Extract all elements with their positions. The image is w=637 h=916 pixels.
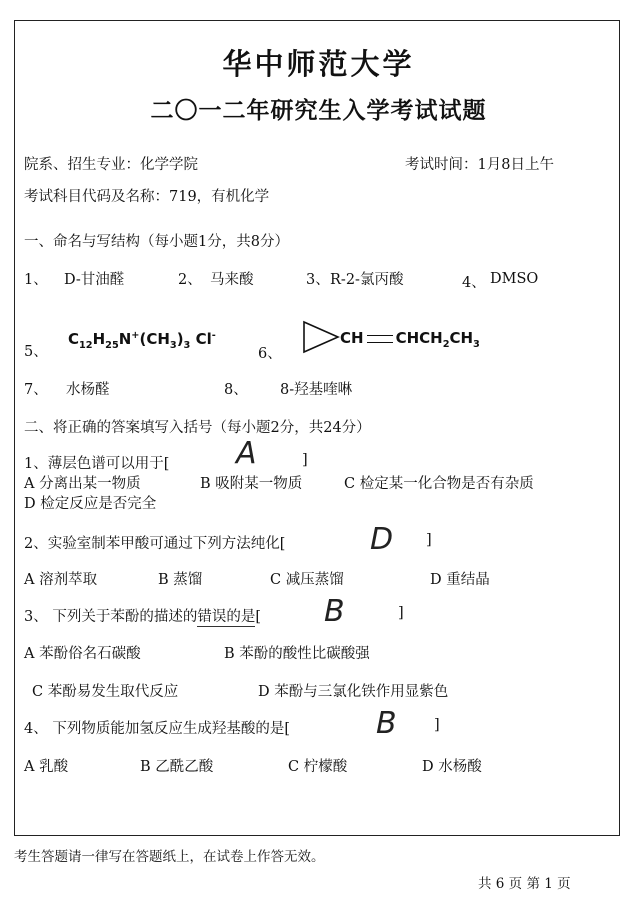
q4-option-b: B 乙酰乙酸	[140, 759, 214, 775]
item-4-text: DMSO	[490, 271, 539, 287]
q1-handwritten-answer: A	[236, 436, 257, 471]
q4-option-c: C 柠檬酸	[288, 759, 348, 775]
q3-option-b: B 苯酚的酸性比碳酸强	[224, 646, 370, 662]
q2-handwritten-answer: D	[370, 522, 394, 557]
exam-time: 考试时间：1月8日上午	[405, 157, 554, 173]
q1-close-bracket: ]	[302, 452, 308, 468]
item-6-num: 6、	[258, 346, 282, 362]
item-1-num: 1、	[24, 272, 48, 288]
item-1-text: D-甘油醛	[64, 272, 125, 288]
q4-handwritten-answer: B	[376, 706, 397, 741]
item-8-num: 8、	[224, 382, 248, 398]
item-4-num: 4、	[462, 275, 486, 291]
q2-option-d: D 重结晶	[430, 572, 490, 588]
q4-stem: 4、 下列物质能加氢反应生成羟基酸的是[	[24, 721, 290, 737]
item-2-num: 2、	[178, 272, 202, 288]
item-3-num: 3、	[306, 272, 330, 288]
university-title: 华中师范大学	[222, 47, 415, 81]
item-6-formula: CH $CHCH_2CH_3$	[340, 329, 480, 350]
exam-title: 二〇一二年研究生入学考试试题	[150, 97, 487, 124]
double-bond	[367, 335, 393, 343]
item-5-formula: $C_{12}H_{25}N^+(CH_3)_3$ Cl-	[68, 330, 216, 351]
q3-option-c: C 苯酚易发生取代反应	[32, 684, 179, 700]
q3-option-d: D 苯酚与三氯化铁作用显紫色	[258, 684, 449, 700]
section2-title: 二、将正确的答案填写入括号（每小题2分，共24分）	[24, 420, 371, 436]
q3-option-a: A 苯酚俗名石碳酸	[24, 646, 141, 662]
q2-option-a: A 溶剂萃取	[24, 572, 98, 588]
subject-line: 考试科目代码及名称：719，有机化学	[24, 189, 270, 205]
q1-option-d: D 检定反应是否完全	[24, 496, 157, 512]
q1-option-a: A 分离出某一物质	[24, 476, 141, 492]
q1-option-c: C 检定某一化合物是否有杂质	[344, 476, 534, 492]
page-number: 共 6 页 第 1 页	[478, 876, 571, 892]
q4-close-bracket: ]	[434, 717, 440, 733]
q3-close-bracket: ]	[398, 605, 404, 621]
q1-stem: 1、薄层色谱可以用于[	[24, 456, 170, 472]
q4-option-a: A 乳酸	[24, 759, 69, 775]
q1-option-b: B 吸附某一物质	[200, 476, 303, 492]
q2-close-bracket: ]	[426, 532, 432, 548]
q2-option-c: C 减压蒸馏	[270, 572, 344, 588]
item-7-num: 7、	[24, 382, 48, 398]
item-2-text: 马来酸	[210, 272, 254, 288]
q3-underlined-phrase: 错误的是	[197, 609, 256, 625]
q2-stem: 2、实验室制苯甲酸可通过下列方法纯化[	[24, 536, 286, 552]
section1-title: 一、命名与写结构（每小题1分，共8分）	[24, 234, 289, 250]
q3-stem: 3、 下列关于苯酚的描述的错误的是[	[24, 609, 262, 625]
q3-handwritten-answer: B	[324, 594, 345, 629]
item-7-text: 水杨醛	[66, 382, 110, 398]
item-3-text: R-2-氯丙酸	[330, 272, 404, 288]
item-5-num: 5、	[24, 344, 48, 360]
footer-note: 考生答题请一律写在答题纸上，在试卷上作答无效。	[14, 849, 325, 865]
q2-option-b: B 蒸馏	[158, 572, 203, 588]
item-8-text: 8-羟基喹啉	[280, 382, 353, 398]
department-line: 院系、招生专业：化学学院	[24, 157, 198, 173]
q4-option-d: D 水杨酸	[422, 759, 482, 775]
